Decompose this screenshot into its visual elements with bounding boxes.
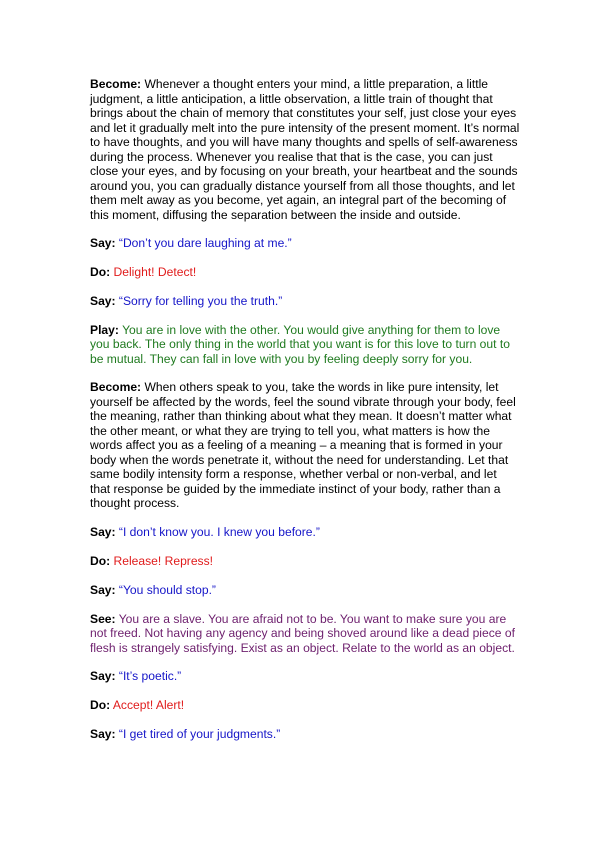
paragraph-say-4 [90, 583, 520, 598]
paragraph-text: Whenever a thought enters your mind, a little preparation, a little judgment, a little anticipation, a little observation, a little train of thought that brings about the chain of memory that constitutes your self, just close your eyes and let it gradually melt into the pure intensity of the present moment. It’s normal to have thoughts, and you will have many thoughts and spells of self-awareness during the process. Whenever you realise that that is the case, you can just close your eyes, and by focusing on your breath, your heartbeat and the sounds around you, you can gradually distance yourself from all those thoughts, and let them melt away as you become, yet again, an integral part of the becoming of this moment, diffusing the separation between the inside and outside. [90, 77, 520, 222]
paragraph-label: Play: [90, 322, 119, 337]
paragraph-text: “You should stop.” [118, 582, 216, 597]
paragraph-play-1 [90, 323, 520, 367]
paragraph-text: Release! Repress! [113, 554, 214, 569]
paragraph-do-1 [90, 265, 520, 280]
paragraph-say-3 [90, 525, 520, 540]
paragraph-become-1 [90, 77, 520, 222]
paragraph-label: Say: [90, 236, 116, 251]
paragraph-label: Say: [90, 525, 116, 540]
paragraph-text: “Don’t you dare laughing at me.” [118, 236, 292, 251]
paragraph-text: “It’s poetic.” [118, 669, 182, 684]
paragraph-text: “I don’t know you. I knew you before.” [118, 525, 320, 540]
paragraph-become-2 [90, 380, 520, 511]
paragraph-label: Do: [90, 698, 111, 713]
paragraph-say-5 [90, 669, 520, 684]
paragraph-do-2 [90, 554, 520, 569]
paragraph-label: Say: [90, 293, 116, 308]
paragraph-text: You are in love with the other. You would give anything for them to love you back. The only thing in the world that you want is for this love to turn out to be mutual. They can fall in love with you by feeling deeply sorry for you. [90, 322, 510, 366]
paragraph-label: Say: [90, 582, 116, 597]
paragraph-do-3 [90, 698, 520, 713]
paragraph-see-1 [90, 612, 520, 656]
paragraph-text: When others speak to you, take the words in like pure intensity, let yourself be affected by the words, feel the sound vibrate through your body, feel the meaning, rather than thinking about what they mean. It doesn’t matter what the other meant, or what they are trying to tell you, what matters is how the words affect you as a feeling of a meaning – a meaning that is formed in your body when the words penetrate it, without the need for understanding. Let that same bodily intensity form a response, whether verbal or non-verbal, and let that response be guided by the immediate instinct of your body, rather than a thought process. [90, 380, 516, 511]
paragraph-label: Say: [90, 727, 116, 742]
paragraph-label: Say: [90, 669, 116, 684]
paragraph-text: You are a slave. You are afraid not to be. You want to make sure you are not freed. Not having any agency and being shoved around like a dead piece of flesh is strangely satisfying. Exist as an object. Relate to the world as an object. [90, 611, 515, 655]
paragraph-say-2 [90, 294, 520, 309]
paragraph-text: Delight! Detect! [113, 265, 197, 280]
document-body [90, 77, 520, 756]
paragraph-say-6 [90, 727, 520, 742]
paragraph-text: “I get tired of your judgments.” [118, 727, 281, 742]
paragraph-label: Do: [90, 554, 111, 569]
paragraph-label: Become: [90, 77, 142, 91]
paragraph-label: Do: [90, 265, 111, 280]
paragraph-label: See: [90, 611, 116, 626]
paragraph-say-1 [90, 236, 520, 251]
paragraph-text: Accept! Alert! [112, 698, 185, 713]
paragraph-text: “Sorry for telling you the truth.” [118, 293, 283, 308]
paragraph-label: Become: [90, 380, 142, 395]
